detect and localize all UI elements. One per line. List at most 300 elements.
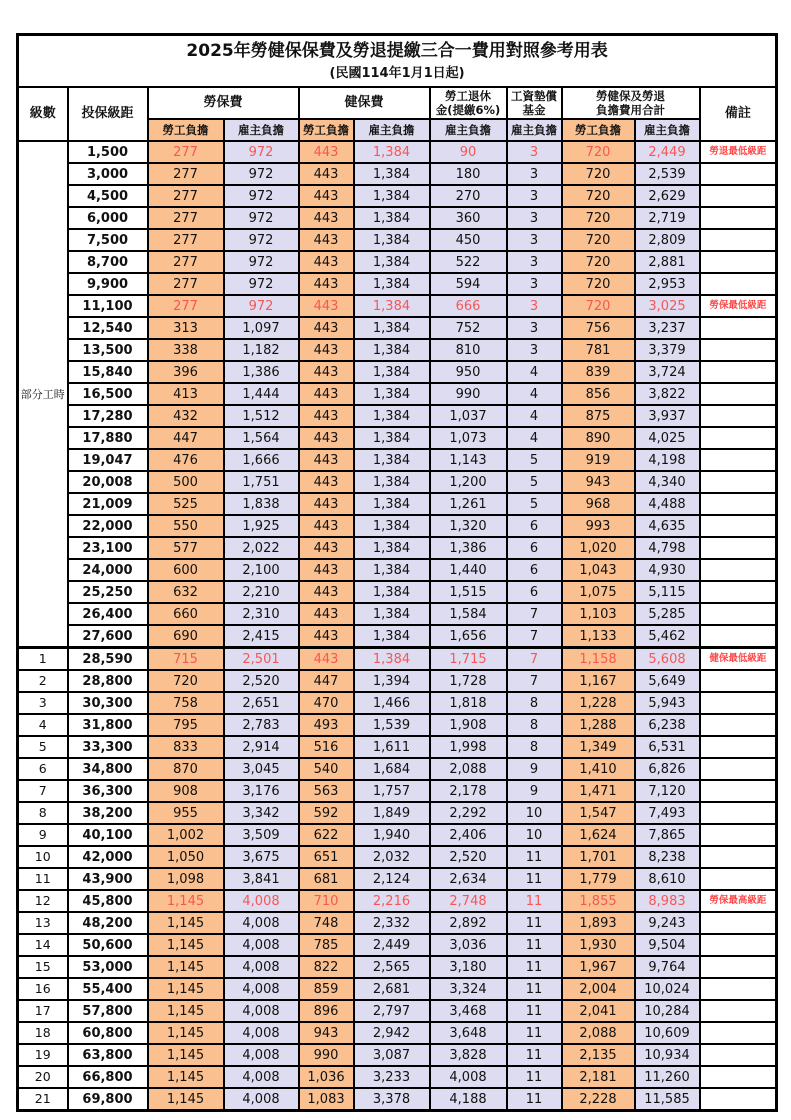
value-cell: 1,384 bbox=[354, 339, 430, 361]
value-cell: 443 bbox=[299, 559, 354, 581]
value-cell: 968 bbox=[562, 493, 635, 515]
value-cell: 6,826 bbox=[635, 758, 700, 780]
value-cell: 11 bbox=[507, 1066, 562, 1088]
value-cell: 9 bbox=[507, 780, 562, 802]
value-cell: 4,008 bbox=[224, 934, 299, 956]
value-cell: 681 bbox=[299, 868, 354, 890]
col-header-bracket: 投保級距 bbox=[68, 87, 148, 141]
value-cell: 1,515 bbox=[430, 581, 507, 603]
value-cell: 720 bbox=[562, 251, 635, 273]
remark-cell bbox=[700, 912, 777, 934]
value-cell: 1,002 bbox=[148, 824, 224, 846]
subheader-labor-employee: 勞工負擔 bbox=[148, 119, 224, 141]
value-cell: 756 bbox=[562, 317, 635, 339]
value-cell: 1,050 bbox=[148, 846, 224, 868]
value-cell: 1,098 bbox=[148, 868, 224, 890]
value-cell: 1,684 bbox=[354, 758, 430, 780]
table-row bbox=[18, 207, 777, 229]
value-cell: 3,468 bbox=[430, 1000, 507, 1022]
value-cell: 277 bbox=[148, 163, 224, 185]
value-cell: 2,520 bbox=[430, 846, 507, 868]
bracket-cell: 17,880 bbox=[68, 427, 148, 449]
value-cell: 443 bbox=[299, 273, 354, 295]
value-cell: 525 bbox=[148, 493, 224, 515]
value-cell: 443 bbox=[299, 648, 354, 671]
value-cell: 5 bbox=[507, 471, 562, 493]
level-cell: 6 bbox=[18, 758, 68, 780]
level-cell: 5 bbox=[18, 736, 68, 758]
page-subtitle: (民國114年1月1日起) bbox=[329, 66, 465, 81]
bracket-cell: 13,500 bbox=[68, 339, 148, 361]
value-cell: 1,384 bbox=[354, 648, 430, 671]
value-cell: 1,200 bbox=[430, 471, 507, 493]
value-cell: 4,340 bbox=[635, 471, 700, 493]
value-cell: 10,934 bbox=[635, 1044, 700, 1066]
value-cell: 870 bbox=[148, 758, 224, 780]
value-cell: 3,045 bbox=[224, 758, 299, 780]
value-cell: 1,386 bbox=[430, 537, 507, 559]
bracket-cell: 23,100 bbox=[68, 537, 148, 559]
bracket-cell: 6,000 bbox=[68, 207, 148, 229]
remark-cell bbox=[700, 339, 777, 361]
value-cell: 3 bbox=[507, 273, 562, 295]
value-cell: 1,838 bbox=[224, 493, 299, 515]
bracket-cell: 9,900 bbox=[68, 273, 148, 295]
remark-cell bbox=[700, 559, 777, 581]
remark-cell bbox=[700, 185, 777, 207]
value-cell: 2,809 bbox=[635, 229, 700, 251]
value-cell: 1,261 bbox=[430, 493, 507, 515]
value-cell: 563 bbox=[299, 780, 354, 802]
value-cell: 1,855 bbox=[562, 890, 635, 912]
value-cell: 1,145 bbox=[148, 934, 224, 956]
value-cell: 2,719 bbox=[635, 207, 700, 229]
value-cell: 6 bbox=[507, 537, 562, 559]
value-cell: 1,394 bbox=[354, 670, 430, 692]
value-cell: 3,378 bbox=[354, 1088, 430, 1111]
value-cell: 443 bbox=[299, 295, 354, 317]
value-cell: 4,008 bbox=[224, 912, 299, 934]
value-cell: 8,610 bbox=[635, 868, 700, 890]
remark-cell bbox=[700, 1066, 777, 1088]
value-cell: 822 bbox=[299, 956, 354, 978]
table-row bbox=[18, 559, 777, 581]
value-cell: 270 bbox=[430, 185, 507, 207]
table-row bbox=[18, 868, 777, 890]
bracket-cell: 22,000 bbox=[68, 515, 148, 537]
level-cell: 21 bbox=[18, 1088, 68, 1111]
table-row bbox=[18, 890, 777, 912]
level-cell: 20 bbox=[18, 1066, 68, 1088]
value-cell: 2,310 bbox=[224, 603, 299, 625]
level-cell: 11 bbox=[18, 868, 68, 890]
value-cell: 990 bbox=[430, 383, 507, 405]
value-cell: 2,565 bbox=[354, 956, 430, 978]
value-cell: 3 bbox=[507, 185, 562, 207]
value-cell: 748 bbox=[299, 912, 354, 934]
value-cell: 1,020 bbox=[562, 537, 635, 559]
value-cell: 1,384 bbox=[354, 317, 430, 339]
value-cell: 447 bbox=[148, 427, 224, 449]
value-cell: 1,547 bbox=[562, 802, 635, 824]
remark-cell bbox=[700, 824, 777, 846]
bracket-cell: 60,800 bbox=[68, 1022, 148, 1044]
value-cell: 2,228 bbox=[562, 1088, 635, 1111]
value-cell: 2,004 bbox=[562, 978, 635, 1000]
bracket-cell: 55,400 bbox=[68, 978, 148, 1000]
value-cell: 781 bbox=[562, 339, 635, 361]
value-cell: 1,145 bbox=[148, 978, 224, 1000]
value-cell: 470 bbox=[299, 692, 354, 714]
value-cell: 1,145 bbox=[148, 1000, 224, 1022]
value-cell: 1,145 bbox=[148, 1066, 224, 1088]
remark-cell: 勞保最高級距 bbox=[700, 890, 777, 912]
remark-cell bbox=[700, 868, 777, 890]
table-row bbox=[18, 317, 777, 339]
value-cell: 443 bbox=[299, 405, 354, 427]
value-cell: 10,284 bbox=[635, 1000, 700, 1022]
value-cell: 1,182 bbox=[224, 339, 299, 361]
value-cell: 6 bbox=[507, 559, 562, 581]
value-cell: 2,406 bbox=[430, 824, 507, 846]
table-row bbox=[18, 251, 777, 273]
value-cell: 2,539 bbox=[635, 163, 700, 185]
value-cell: 4,930 bbox=[635, 559, 700, 581]
value-cell: 1,512 bbox=[224, 405, 299, 427]
bracket-cell: 50,600 bbox=[68, 934, 148, 956]
value-cell: 11 bbox=[507, 912, 562, 934]
table-row bbox=[18, 934, 777, 956]
value-cell: 4,008 bbox=[224, 978, 299, 1000]
value-cell: 972 bbox=[224, 251, 299, 273]
col-header-total bbox=[562, 87, 700, 119]
value-cell: 972 bbox=[224, 229, 299, 251]
table-row bbox=[18, 758, 777, 780]
bracket-cell: 69,800 bbox=[68, 1088, 148, 1111]
value-cell: 7,865 bbox=[635, 824, 700, 846]
value-cell: 1,624 bbox=[562, 824, 635, 846]
value-cell: 4,008 bbox=[224, 890, 299, 912]
value-cell: 7 bbox=[507, 648, 562, 671]
value-cell: 277 bbox=[148, 295, 224, 317]
table-row bbox=[18, 846, 777, 868]
value-cell: 2,415 bbox=[224, 625, 299, 648]
remark-cell bbox=[700, 846, 777, 868]
value-cell: 5,285 bbox=[635, 603, 700, 625]
table-row bbox=[18, 625, 777, 648]
value-cell: 443 bbox=[299, 581, 354, 603]
value-cell: 2,914 bbox=[224, 736, 299, 758]
value-cell: 943 bbox=[299, 1022, 354, 1044]
value-cell: 3 bbox=[507, 339, 562, 361]
value-cell: 4,798 bbox=[635, 537, 700, 559]
remark-cell bbox=[700, 471, 777, 493]
value-cell: 1,701 bbox=[562, 846, 635, 868]
value-cell: 2,124 bbox=[354, 868, 430, 890]
table-row bbox=[18, 471, 777, 493]
value-cell: 4 bbox=[507, 427, 562, 449]
level-cell: 2 bbox=[18, 670, 68, 692]
table-row bbox=[18, 1000, 777, 1022]
value-cell: 4,198 bbox=[635, 449, 700, 471]
value-cell: 8,983 bbox=[635, 890, 700, 912]
value-cell: 3,724 bbox=[635, 361, 700, 383]
table-row bbox=[18, 670, 777, 692]
value-cell: 1,075 bbox=[562, 581, 635, 603]
value-cell: 2,088 bbox=[562, 1022, 635, 1044]
remark-cell bbox=[700, 692, 777, 714]
value-cell: 1,320 bbox=[430, 515, 507, 537]
table-row bbox=[18, 515, 777, 537]
value-cell: 972 bbox=[224, 273, 299, 295]
value-cell: 859 bbox=[299, 978, 354, 1000]
remark-cell bbox=[700, 758, 777, 780]
value-cell: 11 bbox=[507, 868, 562, 890]
value-cell: 715 bbox=[148, 648, 224, 671]
value-cell: 1,384 bbox=[354, 405, 430, 427]
col-header-level: 級數 bbox=[18, 87, 68, 141]
remark-cell bbox=[700, 581, 777, 603]
value-cell: 443 bbox=[299, 383, 354, 405]
value-cell: 90 bbox=[430, 141, 507, 163]
value-cell: 4,008 bbox=[224, 1044, 299, 1066]
table-row bbox=[18, 956, 777, 978]
table-row bbox=[18, 780, 777, 802]
remark-cell bbox=[700, 273, 777, 295]
value-cell: 1,349 bbox=[562, 736, 635, 758]
value-cell: 1,143 bbox=[430, 449, 507, 471]
value-cell: 1,288 bbox=[562, 714, 635, 736]
value-cell: 720 bbox=[562, 185, 635, 207]
level-cell: 8 bbox=[18, 802, 68, 824]
bracket-cell: 38,200 bbox=[68, 802, 148, 824]
subheader-health-employee: 勞工負擔 bbox=[299, 119, 354, 141]
value-cell: 2,797 bbox=[354, 1000, 430, 1022]
value-cell: 810 bbox=[430, 339, 507, 361]
value-cell: 2,520 bbox=[224, 670, 299, 692]
value-cell: 7 bbox=[507, 603, 562, 625]
value-cell: 632 bbox=[148, 581, 224, 603]
remark-cell bbox=[700, 251, 777, 273]
subheader-pension-employer: 雇主負擔 bbox=[430, 119, 507, 141]
bracket-cell: 26,400 bbox=[68, 603, 148, 625]
value-cell: 2,681 bbox=[354, 978, 430, 1000]
value-cell: 2,881 bbox=[635, 251, 700, 273]
value-cell: 6 bbox=[507, 515, 562, 537]
value-cell: 720 bbox=[562, 163, 635, 185]
value-cell: 9,764 bbox=[635, 956, 700, 978]
level-cell: 3 bbox=[18, 692, 68, 714]
value-cell: 500 bbox=[148, 471, 224, 493]
remark-cell bbox=[700, 1088, 777, 1111]
value-cell: 550 bbox=[148, 515, 224, 537]
value-cell: 11 bbox=[507, 978, 562, 1000]
bracket-cell: 42,000 bbox=[68, 846, 148, 868]
value-cell: 1,384 bbox=[354, 229, 430, 251]
table-row bbox=[18, 978, 777, 1000]
remark-cell bbox=[700, 405, 777, 427]
value-cell: 443 bbox=[299, 207, 354, 229]
bracket-cell: 36,300 bbox=[68, 780, 148, 802]
remark-cell bbox=[700, 1044, 777, 1066]
value-cell: 3,176 bbox=[224, 780, 299, 802]
value-cell: 2,210 bbox=[224, 581, 299, 603]
col-header-pension bbox=[430, 87, 507, 119]
value-cell: 1,145 bbox=[148, 1044, 224, 1066]
remark-cell bbox=[700, 163, 777, 185]
value-cell: 7 bbox=[507, 625, 562, 648]
value-cell: 1,167 bbox=[562, 670, 635, 692]
value-cell: 651 bbox=[299, 846, 354, 868]
value-cell: 720 bbox=[562, 295, 635, 317]
value-cell: 443 bbox=[299, 537, 354, 559]
value-cell: 1,097 bbox=[224, 317, 299, 339]
bracket-cell: 30,300 bbox=[68, 692, 148, 714]
value-cell: 2,748 bbox=[430, 890, 507, 912]
value-cell: 919 bbox=[562, 449, 635, 471]
page-title: 2025年勞健保保費及勞退提繳三合一費用對照參考用表 bbox=[186, 41, 608, 61]
value-cell: 3,036 bbox=[430, 934, 507, 956]
value-cell: 3,648 bbox=[430, 1022, 507, 1044]
value-cell: 1,818 bbox=[430, 692, 507, 714]
value-cell: 443 bbox=[299, 163, 354, 185]
value-cell: 896 bbox=[299, 1000, 354, 1022]
value-cell: 1,715 bbox=[430, 648, 507, 671]
value-cell: 622 bbox=[299, 824, 354, 846]
value-cell: 2,022 bbox=[224, 537, 299, 559]
total-line2: 負擔費用合計 bbox=[596, 103, 665, 117]
remark-cell bbox=[700, 625, 777, 648]
bracket-cell: 63,800 bbox=[68, 1044, 148, 1066]
table-row bbox=[18, 361, 777, 383]
value-cell: 1,384 bbox=[354, 361, 430, 383]
value-cell: 720 bbox=[562, 207, 635, 229]
level-cell: 19 bbox=[18, 1044, 68, 1066]
value-cell: 1,073 bbox=[430, 427, 507, 449]
bracket-cell: 1,500 bbox=[68, 141, 148, 163]
value-cell: 338 bbox=[148, 339, 224, 361]
table-row bbox=[18, 802, 777, 824]
value-cell: 277 bbox=[148, 185, 224, 207]
value-cell: 577 bbox=[148, 537, 224, 559]
value-cell: 9 bbox=[507, 758, 562, 780]
value-cell: 432 bbox=[148, 405, 224, 427]
value-cell: 1,384 bbox=[354, 383, 430, 405]
value-cell: 8 bbox=[507, 736, 562, 758]
bracket-cell: 8,700 bbox=[68, 251, 148, 273]
value-cell: 11 bbox=[507, 890, 562, 912]
value-cell: 4,008 bbox=[430, 1066, 507, 1088]
remark-cell bbox=[700, 229, 777, 251]
bracket-cell: 25,250 bbox=[68, 581, 148, 603]
value-cell: 9,504 bbox=[635, 934, 700, 956]
value-cell: 10 bbox=[507, 824, 562, 846]
value-cell: 2,292 bbox=[430, 802, 507, 824]
value-cell: 8 bbox=[507, 714, 562, 736]
value-cell: 993 bbox=[562, 515, 635, 537]
bracket-cell: 16,500 bbox=[68, 383, 148, 405]
remark-cell bbox=[700, 207, 777, 229]
level-cell: 7 bbox=[18, 780, 68, 802]
table-row bbox=[18, 1044, 777, 1066]
value-cell: 1,410 bbox=[562, 758, 635, 780]
value-cell: 3,087 bbox=[354, 1044, 430, 1066]
remark-cell bbox=[700, 1000, 777, 1022]
col-header-health-insurance: 健保費 bbox=[299, 87, 430, 119]
value-cell: 1,779 bbox=[562, 868, 635, 890]
value-cell: 443 bbox=[299, 185, 354, 207]
value-cell: 277 bbox=[148, 229, 224, 251]
bracket-cell: 43,900 bbox=[68, 868, 148, 890]
value-cell: 4,008 bbox=[224, 1000, 299, 1022]
value-cell: 785 bbox=[299, 934, 354, 956]
value-cell: 1,036 bbox=[299, 1066, 354, 1088]
table-row bbox=[18, 295, 777, 317]
value-cell: 3,324 bbox=[430, 978, 507, 1000]
bracket-cell: 66,800 bbox=[68, 1066, 148, 1088]
remark-cell: 勞退最低級距 bbox=[700, 141, 777, 163]
bracket-cell: 17,280 bbox=[68, 405, 148, 427]
table-row bbox=[18, 714, 777, 736]
value-cell: 11 bbox=[507, 1088, 562, 1111]
table-row bbox=[18, 229, 777, 251]
value-cell: 3,342 bbox=[224, 802, 299, 824]
value-cell: 1,145 bbox=[148, 890, 224, 912]
value-cell: 3,233 bbox=[354, 1066, 430, 1088]
bracket-cell: 20,008 bbox=[68, 471, 148, 493]
value-cell: 2,332 bbox=[354, 912, 430, 934]
value-cell: 4,025 bbox=[635, 427, 700, 449]
table-row bbox=[18, 537, 777, 559]
value-cell: 3 bbox=[507, 229, 562, 251]
table-row bbox=[18, 603, 777, 625]
value-cell: 277 bbox=[148, 273, 224, 295]
value-cell: 3 bbox=[507, 207, 562, 229]
table-row bbox=[18, 405, 777, 427]
value-cell: 7 bbox=[507, 670, 562, 692]
value-cell: 396 bbox=[148, 361, 224, 383]
value-cell: 10,609 bbox=[635, 1022, 700, 1044]
value-cell: 856 bbox=[562, 383, 635, 405]
value-cell: 4,008 bbox=[224, 1088, 299, 1111]
value-cell: 720 bbox=[148, 670, 224, 692]
value-cell: 443 bbox=[299, 317, 354, 339]
value-cell: 1,384 bbox=[354, 427, 430, 449]
value-cell: 11 bbox=[507, 846, 562, 868]
bracket-cell: 28,800 bbox=[68, 670, 148, 692]
value-cell: 1,384 bbox=[354, 273, 430, 295]
level-cell: 15 bbox=[18, 956, 68, 978]
value-cell: 1,998 bbox=[430, 736, 507, 758]
value-cell: 839 bbox=[562, 361, 635, 383]
value-cell: 4,008 bbox=[224, 1066, 299, 1088]
value-cell: 540 bbox=[299, 758, 354, 780]
value-cell: 3,828 bbox=[430, 1044, 507, 1066]
bracket-cell: 27,600 bbox=[68, 625, 148, 648]
header-row-groups bbox=[18, 87, 777, 119]
value-cell: 972 bbox=[224, 141, 299, 163]
remark-cell bbox=[700, 383, 777, 405]
bracket-cell: 45,800 bbox=[68, 890, 148, 912]
subheader-fund-employer: 雇主負擔 bbox=[507, 119, 562, 141]
table-row bbox=[18, 339, 777, 361]
value-cell: 3 bbox=[507, 163, 562, 185]
bracket-cell: 57,800 bbox=[68, 1000, 148, 1022]
table-body bbox=[18, 141, 777, 1111]
value-cell: 1,037 bbox=[430, 405, 507, 427]
value-cell: 1,666 bbox=[224, 449, 299, 471]
value-cell: 443 bbox=[299, 449, 354, 471]
